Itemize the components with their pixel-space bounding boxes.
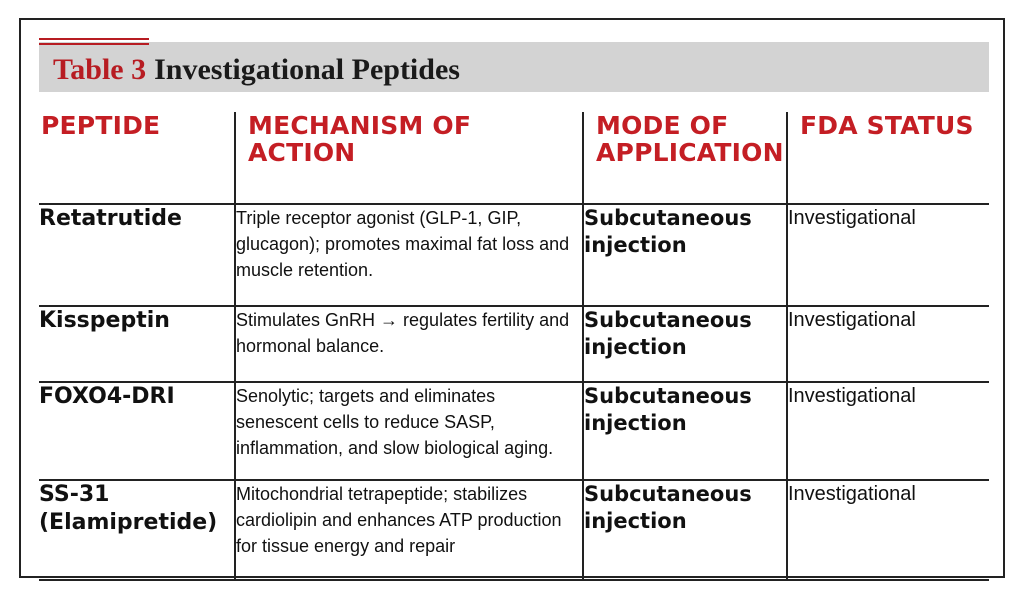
table-frame	[19, 18, 1005, 578]
table-row	[39, 480, 989, 580]
mechanism-text: Senolytic; targets and eliminates senescent cells to reduce SASP, inflammation, and slow biological aging.	[235, 382, 583, 480]
peptide-name: Retatrutide	[39, 204, 235, 306]
table-row	[39, 306, 989, 382]
mode-text: Subcutaneous injection	[583, 204, 787, 306]
mechanism-text: Stimulates GnRH → regulates fertility and hormonal balance.	[235, 306, 583, 382]
status-text: Investigational	[787, 382, 989, 480]
header-peptide: PEPTIDE	[39, 112, 235, 204]
mechanism-text: Mitochondrial tetrapeptide; stabilizes cardiolipin and enhances ATP production for tissue energy and repair	[235, 480, 583, 580]
mode-text: Subcutaneous injection	[583, 480, 787, 580]
table-row	[39, 204, 989, 306]
mode-text: Subcutaneous injection	[583, 382, 787, 480]
table-title	[53, 50, 460, 90]
header-fda-status: FDA STATUS	[800, 111, 974, 140]
peptide-name: SS-31 (Elamipretide)	[39, 480, 235, 580]
status-text: Investigational	[787, 306, 989, 382]
table-row	[39, 382, 989, 480]
header-row	[39, 112, 989, 204]
status-text: Investigational	[787, 480, 989, 580]
status-text: Investigational	[787, 204, 989, 306]
peptide-name: FOXO4-DRI	[39, 382, 235, 480]
mechanism-text: Triple receptor agonist (GLP-1, GIP, glucagon); promotes maximal fat loss and muscle retention.	[235, 204, 583, 306]
header-mode: MODE OF APPLICATION	[583, 112, 787, 204]
mode-text: Subcutaneous injection	[583, 306, 787, 382]
title-accent-rule	[39, 43, 149, 45]
header-mechanism: MECHANISM OF ACTION	[235, 112, 583, 204]
title-accent-rule	[39, 38, 149, 40]
table-name: Investigational Peptides	[154, 53, 460, 86]
peptide-name: Kisspeptin	[39, 306, 235, 382]
table-number: Table 3	[53, 53, 147, 86]
peptides-table	[39, 112, 989, 581]
